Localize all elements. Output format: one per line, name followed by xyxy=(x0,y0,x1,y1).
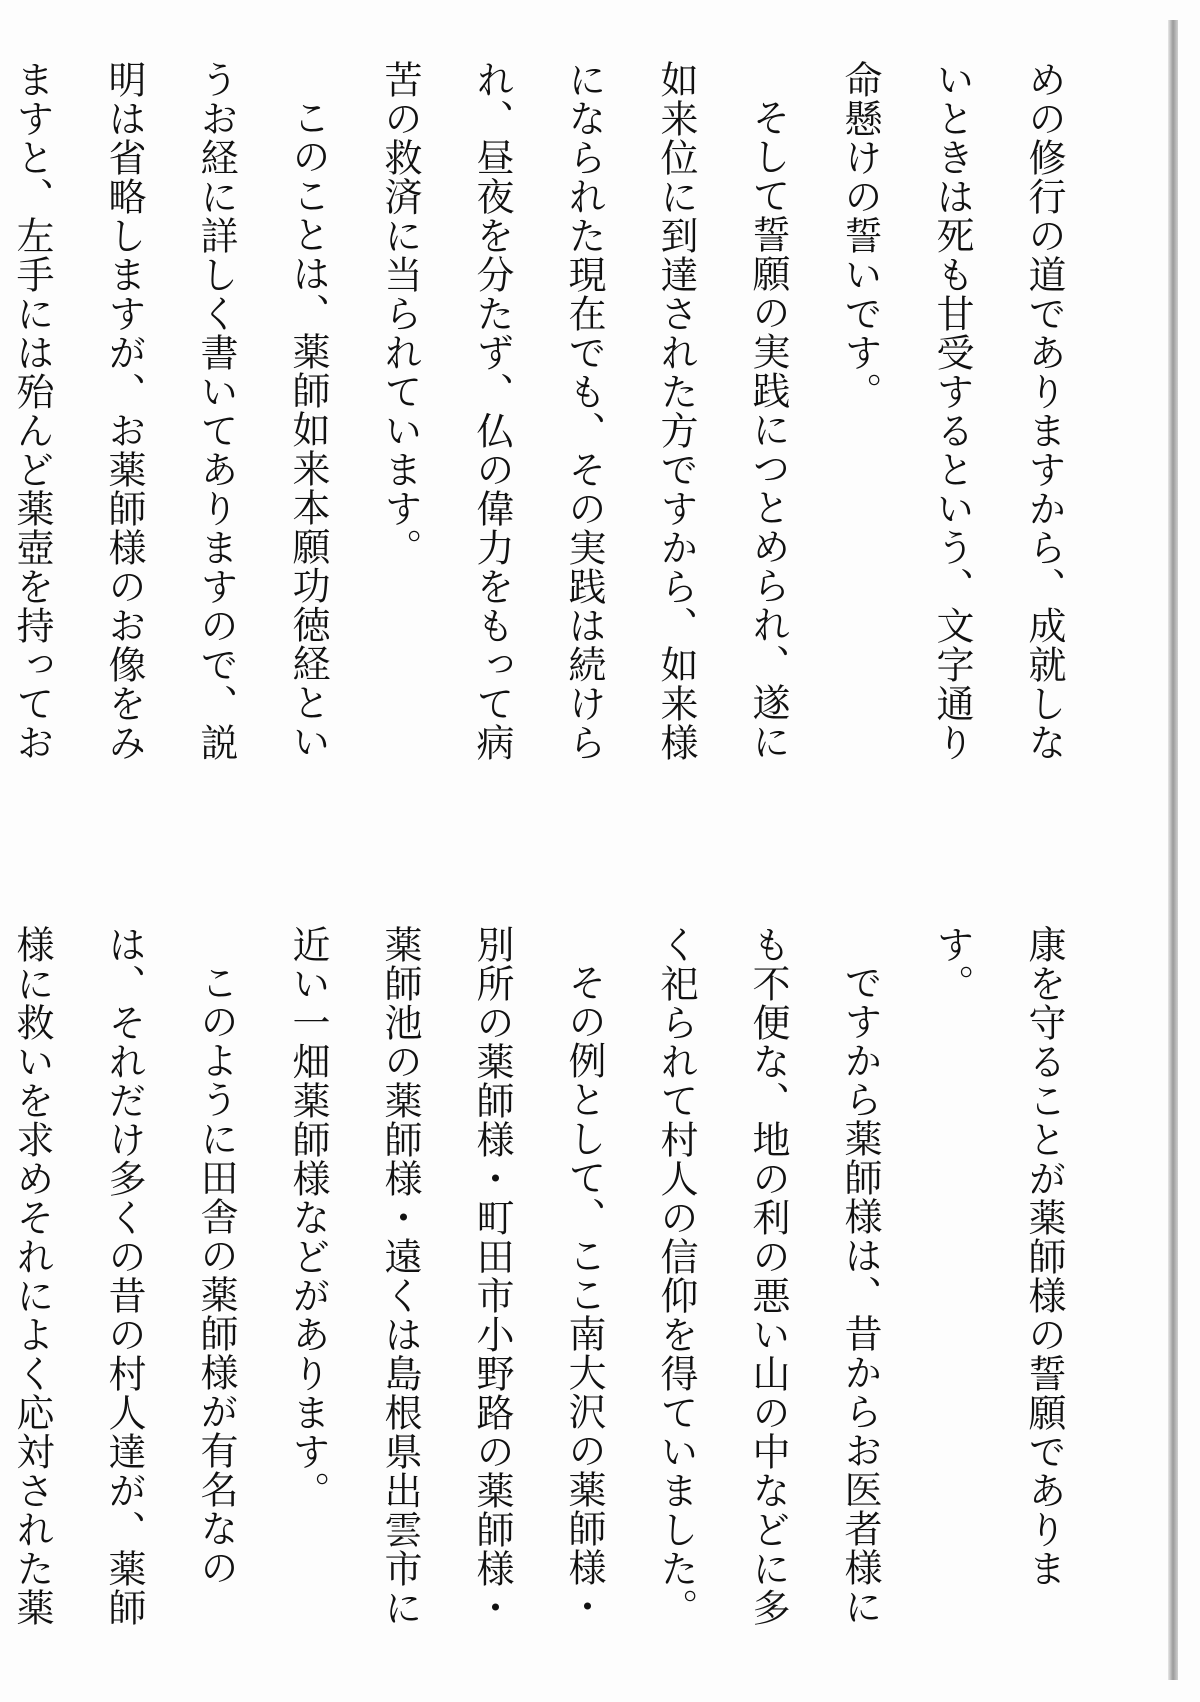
paragraph: その例として、ここ南大沢の薬師様・別所の薬師様・町田市小野路の薬師様・薬師池の薬師様・遠くは島根県出雲市に近い一畑薬師様などがあります。 xyxy=(286,925,606,1627)
upper-text-block xyxy=(10,60,1090,780)
paragraph: めの修行の道でありますから、成就しないときは死も甘受するという、文字通り命懸けの誓いです。 xyxy=(838,60,1066,762)
paragraph: このことは、薬師如来本願功徳経というお経に詳しく書いてありますので、説明は省略しますが、お薬師様のお像をみますと、左手には殆んど薬壺を持ってお xyxy=(10,60,330,762)
paragraph: このように田舎の薬師様が有名なのは、それだけ多くの昔の村人達が、薬師様に救いを求めそれによく応対された薬 xyxy=(10,925,238,1627)
paragraph: ですから薬師様は、昔からお医者様にも不便な、地の利の悪い山の中などに多く祀られて村人の信仰を得ていました。 xyxy=(654,925,882,1627)
paragraph: 康を守ることが薬師様の誓願であります。 xyxy=(930,925,1066,1588)
book-spine-shadow xyxy=(1168,20,1178,1680)
lower-text-block xyxy=(10,925,1090,1645)
paragraph: そして誓願の実践につとめられ、遂に如来位に到達された方ですから、如来様になられた現在でも、その実践は続けられ、昼夜を分たず、仏の偉力をもって病苦の救済に当られています。 xyxy=(378,60,790,762)
